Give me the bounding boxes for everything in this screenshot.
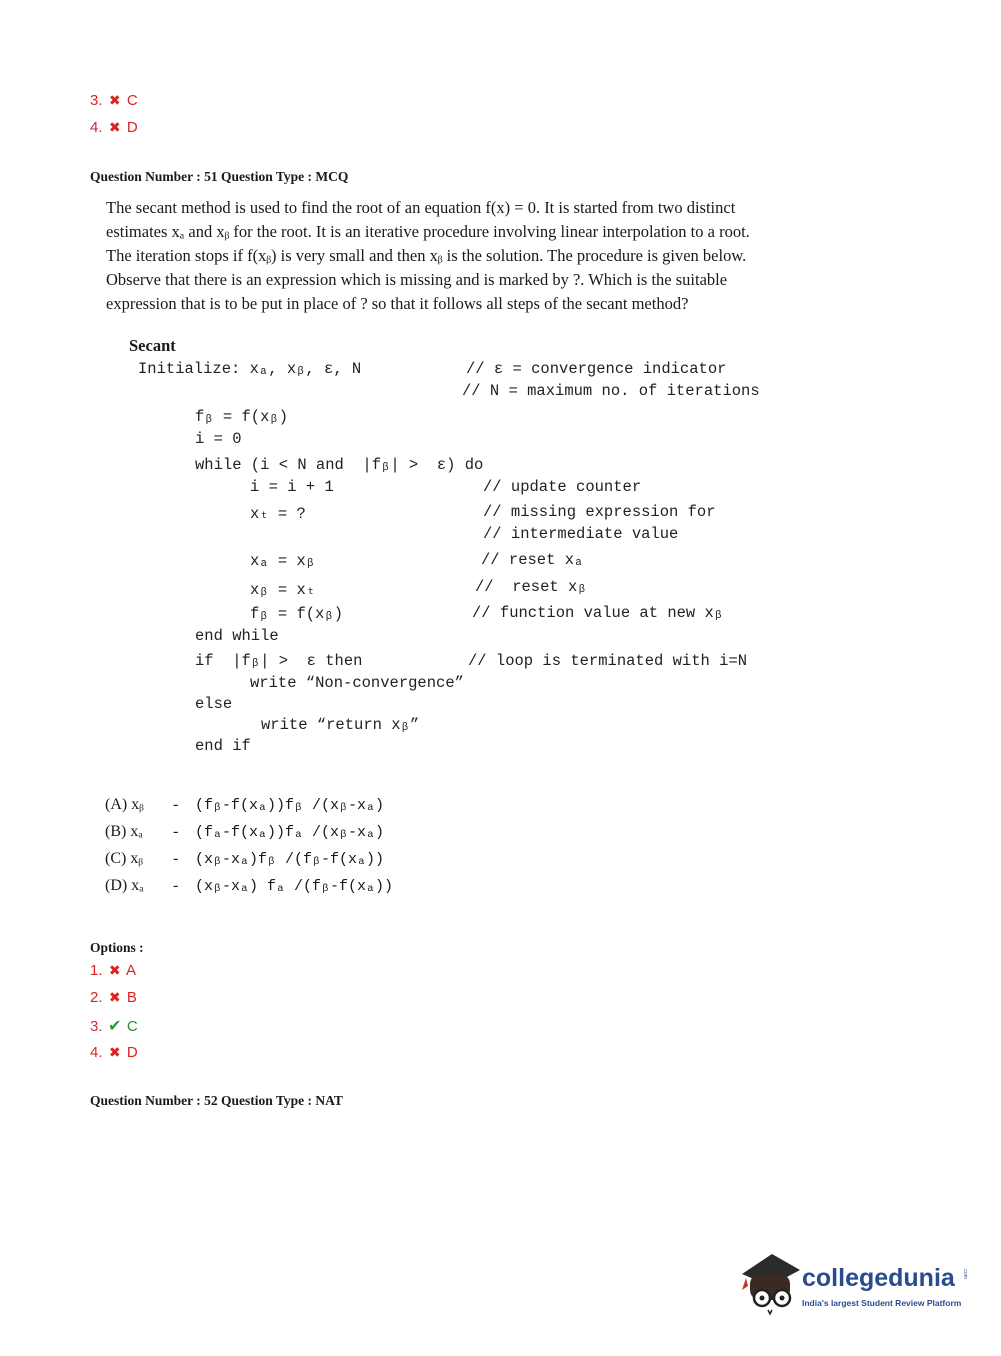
code-comment: // update counter bbox=[483, 478, 642, 496]
code-line: i = i + 1 bbox=[250, 478, 334, 496]
check-icon: ✔ bbox=[107, 1018, 122, 1035]
code-line: fᵦ = f(xᵦ) bbox=[195, 408, 289, 426]
question-52-header: Question Number : 52 Question Type : NAT bbox=[90, 1093, 343, 1108]
code-line: end while bbox=[195, 627, 279, 645]
code-line: xₜ = ? bbox=[250, 505, 306, 523]
code-comment: // intermediate value bbox=[483, 525, 679, 543]
cross-icon: ✖ bbox=[108, 962, 121, 978]
code-line: else bbox=[195, 695, 233, 713]
code-line: Initialize: xₐ, xᵦ, ε, N bbox=[138, 360, 362, 378]
code-line: xᵦ = xₜ bbox=[250, 581, 316, 599]
code-line: end if bbox=[195, 737, 251, 755]
question-text-line: Observe that there is an expression which is missing and is marked by ?. Which is the suitable bbox=[106, 270, 728, 289]
choice-label: (B) xₐ bbox=[105, 823, 143, 840]
option-letter: A bbox=[126, 962, 137, 979]
question-text-line: expression that is to be put in place of ? so that it follows all steps of the secant method? bbox=[106, 294, 689, 313]
algorithm-title: Secant bbox=[129, 336, 176, 355]
choice-expression: (xᵦ-xₐ) fₐ /(fᵦ-f(xₐ)) bbox=[195, 878, 394, 895]
cross-icon: ✖ bbox=[108, 119, 121, 135]
prev-option-3 bbox=[90, 92, 138, 109]
code-comment: // loop is terminated with i=N bbox=[468, 652, 748, 670]
choice-b: (B) xₐ - (fₐ-f(xₐ))fₐ /(xᵦ-xₐ) bbox=[105, 823, 385, 841]
option-letter: B bbox=[126, 989, 137, 1006]
code-comment: // reset xᵦ bbox=[475, 578, 587, 596]
choice-expression: (fₐ-f(xₐ))fₐ /(xᵦ-xₐ) bbox=[195, 824, 385, 841]
cross-icon: ✖ bbox=[108, 989, 121, 1005]
question-text-line: The secant method is used to find the root of an equation f(x) = 0. It is started from two distinct bbox=[106, 198, 736, 217]
code-comment: // reset xₐ bbox=[481, 551, 584, 569]
logo-suffix: .com bbox=[962, 1268, 968, 1279]
cross-icon: ✖ bbox=[108, 92, 121, 108]
logo-wordmark: collegedunia bbox=[802, 1264, 955, 1292]
question-51-text bbox=[106, 196, 848, 316]
code-line: if |fᵦ| > ε then bbox=[195, 652, 363, 670]
code-line: xₐ = xᵦ bbox=[250, 552, 316, 570]
code-line: fᵦ = f(xᵦ) bbox=[250, 605, 344, 623]
option-1 bbox=[90, 962, 136, 979]
code-comment: // N = maximum no. of iterations bbox=[462, 382, 760, 400]
choice-label: (D) xₐ bbox=[105, 877, 144, 894]
options-label: Options : bbox=[90, 940, 144, 955]
option-letter: D bbox=[126, 1044, 138, 1061]
code-line: write “return xᵦ” bbox=[261, 716, 420, 734]
cross-icon: ✖ bbox=[108, 1044, 121, 1060]
option-letter: C bbox=[126, 92, 138, 109]
mascot-icon bbox=[738, 1250, 802, 1316]
option-2 bbox=[90, 989, 137, 1006]
question-51-header: Question Number : 51 Question Type : MCQ bbox=[90, 169, 349, 184]
choice-a: (A) xᵦ - (fᵦ-f(xₐ))fᵦ /(xᵦ-xₐ) bbox=[105, 796, 385, 814]
prev-option-4 bbox=[90, 119, 138, 136]
code-line: write “Non-convergence” bbox=[250, 674, 464, 692]
option-3 bbox=[90, 1016, 138, 1036]
option-letter: C bbox=[126, 1018, 138, 1035]
question-text-line: estimates xₐ and xᵦ for the root. It is an iterative procedure involving linear interpolation to a root. bbox=[106, 222, 750, 241]
code-line: i = 0 bbox=[195, 430, 242, 448]
choice-c: (C) xᵦ - (xᵦ-xₐ)fᵦ /(fᵦ-f(xₐ)) bbox=[105, 850, 385, 868]
option-number: 3. bbox=[90, 92, 103, 109]
choice-d: (D) xₐ - (xᵦ-xₐ) fₐ /(fᵦ-f(xₐ)) bbox=[105, 877, 394, 895]
code-line: while (i < N and |fᵦ| > ε) do bbox=[195, 456, 484, 474]
option-number: 1. bbox=[90, 962, 103, 979]
option-number: 4. bbox=[90, 119, 103, 136]
option-4 bbox=[90, 1044, 138, 1061]
option-number: 3. bbox=[90, 1018, 103, 1035]
logo-tagline: India's largest Student Review Platform bbox=[802, 1298, 962, 1308]
code-comment: // ε = convergence indicator bbox=[466, 360, 727, 378]
option-letter: D bbox=[126, 119, 138, 136]
choice-label: (C) xᵦ bbox=[105, 850, 143, 867]
option-number: 2. bbox=[90, 989, 103, 1006]
choice-label: (A) xᵦ bbox=[105, 796, 144, 813]
choice-expression: (fᵦ-f(xₐ))fᵦ /(xᵦ-xₐ) bbox=[195, 797, 385, 814]
collegedunia-logo bbox=[738, 1246, 978, 1324]
code-comment: // function value at new xᵦ bbox=[472, 604, 724, 622]
choice-expression: (xᵦ-xₐ)fᵦ /(fᵦ-f(xₐ)) bbox=[195, 851, 385, 868]
question-text-line: The iteration stops if f(xᵦ) is very small and then xᵦ is the solution. The procedure is given below. bbox=[106, 246, 747, 265]
code-comment: // missing expression for bbox=[483, 503, 716, 521]
option-number: 4. bbox=[90, 1044, 103, 1061]
